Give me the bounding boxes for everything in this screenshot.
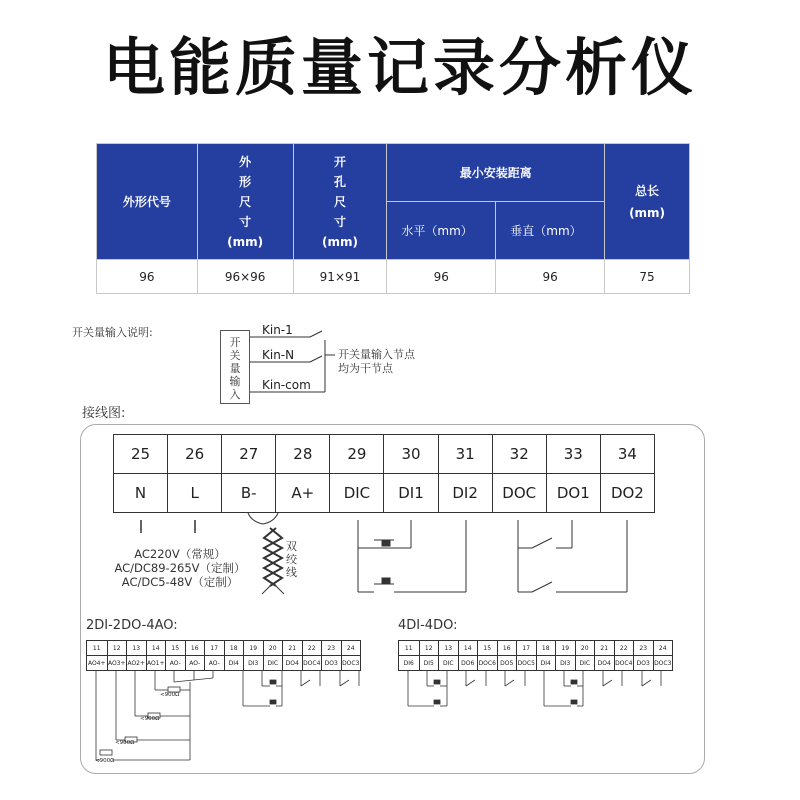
mini-terminal-function: DI3	[248, 659, 259, 667]
mini-terminal-function: DOC6	[478, 659, 496, 667]
mini-terminal-function: DOC5	[517, 659, 535, 667]
mini-terminal-function: DI4	[540, 659, 551, 667]
mini-terminal-function: DI3	[560, 659, 571, 667]
push-button-di2	[358, 520, 466, 592]
mini-terminal-number: 15	[478, 641, 497, 656]
kinN-label: Kin-N	[262, 348, 295, 362]
mini-terminal-number: 16	[186, 641, 205, 656]
mini-terminal-function: DO4	[285, 659, 299, 667]
header-vertical: 垂直（mm）	[496, 202, 605, 260]
terminal-26: 26 L	[167, 435, 221, 512]
mini-terminal-number: 21	[283, 641, 302, 656]
mini-terminal-function: AO4+	[87, 659, 106, 667]
mini-terminal-function: AO-	[189, 659, 201, 667]
header-model: 外形代号	[97, 144, 198, 260]
kinN-switch	[310, 356, 322, 362]
terminal-27: 27 B-	[221, 435, 275, 512]
mini-terminal-function: DO3	[324, 659, 338, 667]
mini-terminal-function: DO5	[500, 659, 514, 667]
cell-hole: 91×91	[293, 260, 387, 294]
terminal-25: 25 N	[114, 435, 167, 512]
mini-terminal-function: DOC3	[654, 659, 672, 667]
mini-terminal-function: DO6	[461, 659, 475, 667]
page-title: 电能质量记录分析仪	[102, 31, 697, 104]
switch-input-box: 开 关 量 输 入	[220, 330, 250, 404]
mini-terminal-function: DOC3	[342, 659, 360, 667]
mini-terminal-function: DIC	[442, 659, 454, 667]
mini-terminal-number: 22	[303, 641, 322, 656]
mini-terminal-number: 15	[166, 641, 185, 656]
terminal-30: 30 DI1	[383, 435, 437, 512]
kin1-label: Kin-1	[262, 323, 293, 337]
twisted-pair-label: 双 绞 线	[286, 540, 297, 579]
header-hole-size: 开 孔 尺 寸 (mm)	[293, 144, 387, 260]
wiring-label: 接线图:	[82, 406, 126, 421]
mini-terminal-number: 13	[439, 641, 458, 656]
mini-terminal-function: DO4	[597, 659, 611, 667]
cell-vertical: 96	[496, 260, 605, 294]
mini-terminal-function: AO-	[208, 659, 220, 667]
mini-terminal-number: 13	[127, 641, 146, 656]
mini-terminal-number: 16	[498, 641, 517, 656]
relay-do1	[518, 520, 572, 592]
terminal-34: 34 DO2	[600, 435, 654, 512]
resistor-label: <900Ω	[160, 692, 180, 698]
option-b-title: 4DI-4DO:	[398, 618, 458, 633]
kincom-label: Kin-com	[262, 378, 311, 392]
mini-terminal-number: 23	[634, 641, 653, 656]
option-a-title: 2DI-2DO-4AO:	[86, 618, 178, 633]
mini-terminal-number: 23	[322, 641, 341, 656]
mini-terminal-number: 19	[244, 641, 263, 656]
mini-terminal-number: 11	[399, 641, 419, 656]
header-horizontal: 水平（mm）	[387, 202, 496, 260]
mini-terminal-number: 14	[459, 641, 478, 656]
mini-terminal-function: AO2+	[127, 659, 146, 667]
mini-terminal-number: 18	[225, 641, 244, 656]
kin1-switch	[310, 331, 322, 337]
terminal-28: 28 A+	[275, 435, 329, 512]
mini-terminal-number: 12	[108, 641, 127, 656]
resistor-label: <900Ω	[95, 758, 115, 764]
mini-terminal-function: AO3+	[107, 659, 126, 667]
cell-outer: 96×96	[197, 260, 293, 294]
mini-terminal-number: 14	[147, 641, 166, 656]
terminal-33: 33 DO1	[546, 435, 600, 512]
option-b-wiring	[408, 671, 661, 706]
mini-terminal-function: DI4	[228, 659, 239, 667]
header-outer-size: 外 形 尺 寸 (mm)	[197, 144, 293, 260]
mini-terminal-number: 20	[264, 641, 283, 656]
option-a-di-do-wiring	[243, 671, 359, 706]
cell-horizontal: 96	[387, 260, 496, 294]
mini-terminal-number: 20	[576, 641, 595, 656]
terminal-32: 32 DOC	[492, 435, 546, 512]
mini-terminal-number: 11	[87, 641, 107, 656]
mini-terminal-number: 19	[556, 641, 575, 656]
header-min-distance: 最小安装距离	[387, 144, 605, 202]
mini-terminal-function: AO-	[169, 659, 181, 667]
mini-terminal-function: DI6	[403, 659, 414, 667]
mini-terminal-number: 24	[342, 641, 361, 656]
mini-terminal-number: 17	[205, 641, 224, 656]
mini-terminal-number: 22	[615, 641, 634, 656]
switch-input-label: 开关量输入说明:	[72, 326, 153, 339]
mini-terminal-function: DIC	[579, 659, 591, 667]
terminal-29: 29 DIC	[329, 435, 383, 512]
mini-terminal-function: DIC	[267, 659, 279, 667]
switch-note: 开关量输入节点 均为干节点	[338, 348, 415, 375]
cell-total-length: 75	[605, 260, 690, 294]
mini-terminal-function: DI5	[423, 659, 434, 667]
terminal-31: 31 DI2	[438, 435, 492, 512]
mini-terminal-function: AO1+	[146, 659, 165, 667]
mini-terminal-number: 24	[654, 641, 673, 656]
mini-terminal-function: DO3	[636, 659, 650, 667]
mini-terminal-number: 12	[420, 641, 439, 656]
twisted-pair-icon	[248, 513, 284, 594]
resistor-label: <900Ω	[115, 740, 135, 746]
mini-terminal-function: DOC4	[303, 659, 321, 667]
power-supply-note: AC220V（常规） AC/DC89-265V（定制） AC/DC5-48V（定制）	[114, 547, 246, 589]
analog-output-wiring	[96, 671, 213, 760]
mini-terminal-number: 18	[537, 641, 556, 656]
resistor-label: <900Ω	[140, 716, 160, 722]
cell-model: 96	[97, 260, 198, 294]
header-total-length: 总长 (mm)	[605, 144, 690, 260]
mini-terminal-number: 21	[595, 641, 614, 656]
mini-terminal-function: DOC4	[615, 659, 633, 667]
mini-terminal-number: 17	[517, 641, 536, 656]
